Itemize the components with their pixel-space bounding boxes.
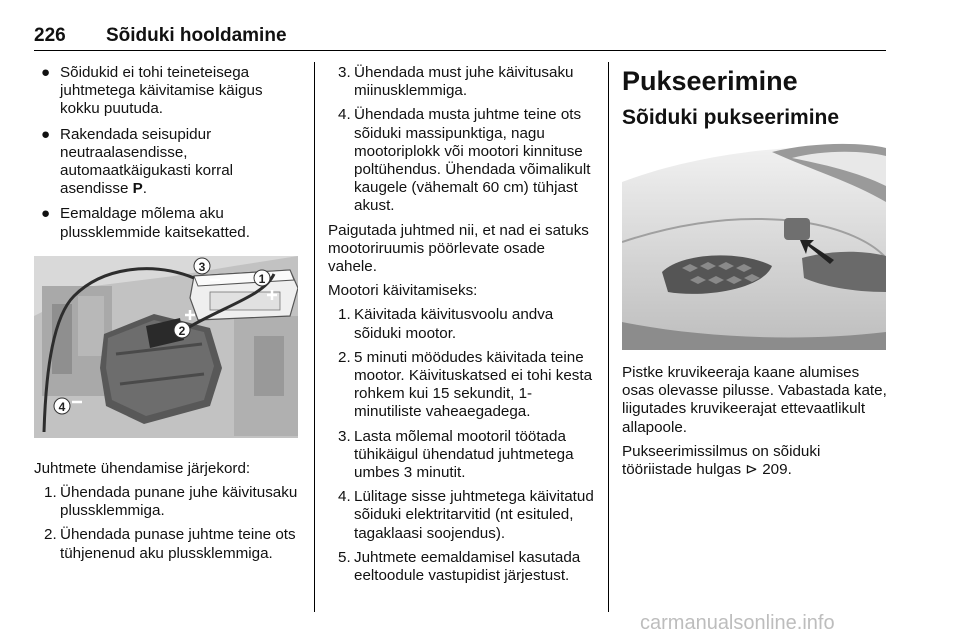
step-text: Käivitada käivitusvoolu andva sõiduki mootor. [354, 306, 554, 342]
cover-removal-instruction: Pistke kruvikeeraja kaane alumises osas olevasse pilusse. Vabastada kate, liigutades kruvikeerajat ettevaatlikult allapoole. [622, 364, 887, 436]
callout-3: 3 [198, 259, 206, 274]
vehicle-towing-subheading: Sõiduki pukseerimine [622, 106, 840, 129]
front-bumper-tow-eye-cover-illustration [622, 142, 886, 350]
bullet-dot: ● [41, 125, 51, 143]
bullet-item [34, 64, 302, 119]
numbered-step [328, 428, 596, 483]
page-number: 226 [34, 25, 66, 46]
step-number: 2. [338, 348, 351, 366]
engine-start-heading: Mootori käivitamiseks: [328, 282, 478, 300]
bullet-item [34, 126, 302, 199]
page-reference-arrow-icon: ⊳ [745, 461, 758, 479]
bullet-text: Sõidukid ei tohi teineteisega juhtmetega käivitamise käigus kokku puutuda. [60, 64, 263, 118]
step-text: Ühendada punase juhtme teine ots tühjenenud aku plussklemmiga. [60, 526, 296, 562]
tow-eye-location-text: Pukseerimissilmus on sõiduki tööriistade hulgas [622, 442, 821, 479]
cable-routing-note: Paigutada juhtmed nii, et nad ei satuks mootoriruumis pöörlevate osade vahele. [328, 221, 589, 276]
bullet-item [34, 205, 302, 241]
step-number: 3. [338, 427, 351, 445]
numbered-step [328, 306, 596, 342]
step-text: Ühendada punane juhe käivitusaku plussklemmiga. [60, 484, 298, 520]
step-text: Lülitage sisse juhtmetega käivitatud sõiduki elektritarvitid (nt esituled, tagaklaasi soojendus). [354, 488, 594, 542]
column-divider-1 [314, 62, 315, 612]
bullet-dot: ● [41, 64, 51, 81]
callout-1: 1 [258, 271, 266, 286]
column-left [34, 64, 302, 569]
numbered-step [328, 349, 596, 422]
step-number: 5. [338, 548, 351, 566]
step-number: 3. [338, 64, 351, 81]
watermark: carmanualsonline.info [640, 612, 835, 634]
page-reference: 209. [762, 461, 792, 479]
callout-4: 4 [58, 399, 66, 414]
step-number: 4. [338, 106, 351, 124]
page-header [34, 25, 886, 51]
step-number: 4. [338, 488, 351, 506]
numbered-step [328, 106, 596, 215]
step-text: Ühendada musta juhtme teine ots sõiduki massipunktiga, nagu mootoriplokk või mootori kinnituse poltühendus. Ühendada võimalikult kaugele (vähemalt 60 cm) tühjast akust. [354, 106, 591, 215]
bullet-dot: ● [41, 205, 51, 223]
tow-eye-cover [784, 218, 810, 240]
tow-eye-location-note [622, 443, 888, 479]
towing-heading: Pukseerimine [622, 66, 798, 96]
step-text: Ühendada must juhe käivitusaku miinusklemmiga. [354, 64, 574, 100]
numbered-step [328, 488, 596, 543]
gear-position-p: P [132, 180, 143, 198]
numbered-step [328, 64, 596, 100]
column-right [622, 64, 888, 485]
step-number: 2. [44, 526, 57, 544]
column-middle [328, 64, 596, 591]
bullet-text: Rakendada seisupidur neutraalasendisse, automaatkäigukasti korral asendisse [60, 125, 234, 198]
callout-2: 2 [178, 323, 186, 338]
bullet-text: Eemaldage mõlema aku plussklemmide kaitsekatted. [60, 205, 250, 241]
step-number: 1. [44, 484, 57, 502]
numbered-step [328, 549, 596, 585]
step-text: 5 minuti möödudes käivitada teine mootor. Käivituskatsed ei tohi kesta rohkem kui 15 sekundit, 1-minutiliste vaheaegadega. [354, 348, 593, 421]
section-title: Sõiduki hooldamine [106, 25, 287, 46]
step-number: 1. [338, 306, 351, 324]
column-divider-2 [608, 62, 609, 612]
numbered-step [34, 484, 302, 520]
bullet-text-end: . [142, 180, 147, 198]
connection-order-heading: Juhtmete ühendamise järjekord: [34, 459, 251, 477]
step-text: Juhtmete eemaldamisel kasutada eeltoodule vastupidist järjestust. [354, 548, 581, 585]
step-text: Lasta mõlemal mootoril töötada tühikäigul ühendatud juhtmetega umbes 3 minutit. [354, 427, 574, 482]
numbered-step [34, 526, 302, 562]
engine-jump-start-illustration [34, 256, 298, 438]
